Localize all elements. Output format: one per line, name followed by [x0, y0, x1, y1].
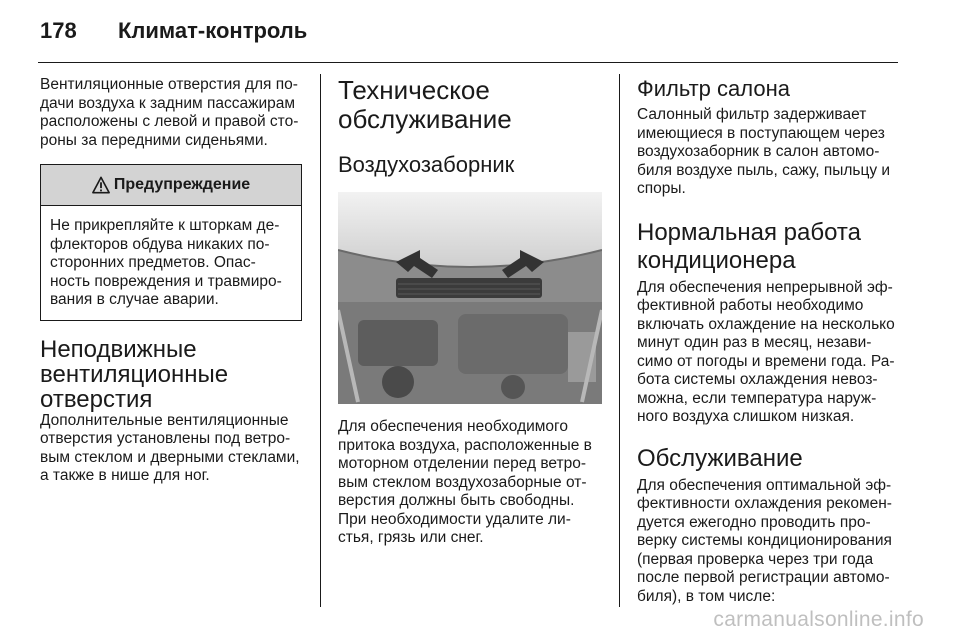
maintenance-title — [338, 76, 602, 134]
warning-box — [40, 164, 302, 321]
text-line: верстия должны быть свободны. — [338, 492, 575, 509]
text-line: симо от погоды и времени года. Ра- — [637, 352, 895, 370]
text-line: биля воздухе пыль, сажу, пыльцу и — [637, 161, 891, 179]
text-line: роны за передними сиденьями. — [40, 131, 268, 149]
cabin-filter-heading: Фильтр салона — [637, 76, 790, 101]
air-intake-photo — [338, 192, 602, 404]
text-line: ность повреждения и травмиро- — [50, 272, 282, 290]
text-line: имеющиеся в поступающем через — [637, 124, 885, 142]
text-line: Для обеспечения оптимальной эф- — [637, 476, 892, 494]
text-line: фективности охлаждения рекомен- — [637, 495, 892, 512]
page-number: 178 — [40, 18, 77, 43]
text-line: расположены с левой и правой сто- — [40, 113, 299, 130]
text-line: Для обеспечения непрерывной эф- — [637, 278, 893, 296]
cabin-filter-paragraph — [637, 106, 901, 199]
text-line: вым стеклом и дверными стеклами, — [40, 448, 300, 466]
watermark: carmanualsonline.info — [713, 608, 924, 631]
service-heading: Обслуживание — [637, 444, 803, 472]
warning-text — [41, 206, 301, 320]
text-line: кондиционера — [637, 246, 796, 274]
text-line: отверстия — [40, 385, 153, 413]
text-line: вания в случае аварии. — [50, 291, 219, 308]
text-line: дачи воздуха к задним пассажирам — [40, 94, 296, 112]
text-line: (первая проверка через три года — [637, 550, 874, 568]
fixed-vents-heading — [40, 337, 302, 412]
text-line: верку системы кондиционирования — [637, 532, 892, 549]
text-line: сторонних предметов. Опас- — [50, 254, 256, 271]
column-divider-1 — [320, 74, 321, 607]
service-paragraph — [637, 477, 901, 607]
text-line: воздухозаборник в салон автомо- — [637, 143, 880, 160]
chapter-title: Климат-контроль — [118, 18, 308, 43]
fixed-vents-paragraph — [40, 412, 302, 486]
text-line: включать охлаждение на несколько — [637, 315, 895, 333]
air-intake-paragraph — [338, 418, 602, 548]
text-line: вентиляционные — [40, 360, 229, 388]
text-line: Неподвижные — [40, 335, 197, 363]
text-line: минут один раз в месяц, незави- — [637, 334, 872, 351]
text-line: обслуживание — [338, 104, 512, 134]
text-line: а также в нише для ног. — [40, 467, 210, 484]
left-column — [40, 76, 302, 486]
text-line: бота системы охлаждения невоз- — [637, 371, 878, 388]
text-line: споры. — [637, 180, 686, 197]
text-line: стья, грязь или снег. — [338, 529, 484, 546]
text-line: Для обеспечения необходимого — [338, 418, 568, 435]
text-line: флекторов обдува никаких по- — [50, 235, 270, 253]
text-line: Дополнительные вентиляционные — [40, 411, 289, 429]
right-column — [637, 76, 901, 606]
text-line: вым стеклом воздухозаборные от- — [338, 473, 587, 491]
text-line: Техническое — [338, 75, 490, 105]
text-line: Не прикрепляйте к шторкам де- — [50, 217, 280, 234]
text-line: Вентиляционные отверстия для по- — [40, 76, 298, 93]
warning-header — [41, 165, 301, 206]
text-line: ного воздуха слишком низкая. — [637, 408, 855, 425]
warning-title: Предупреждение — [113, 176, 251, 193]
ac-normal-heading — [637, 219, 901, 275]
text-line: можна, если температура наруж- — [637, 389, 877, 407]
text-line: фективной работы необходимо — [637, 297, 864, 314]
intro-paragraph — [40, 76, 302, 150]
text-line: Нормальная работа — [637, 218, 861, 246]
text-line: отверстия установлены под ветро- — [40, 430, 291, 447]
text-line: биля), в том числе: — [637, 587, 776, 605]
page-header — [40, 14, 307, 48]
text-line: дуется ежегодно проводить про- — [637, 513, 871, 531]
text-line: после первой регистрации автомо- — [637, 569, 890, 586]
text-line: Салонный фильтр задерживает — [637, 106, 867, 123]
air-intake-heading: Воздухозаборник — [338, 152, 515, 177]
text-line: притока воздуха, расположенные в — [338, 436, 592, 454]
column-divider-2 — [619, 74, 620, 607]
ac-normal-paragraph — [637, 279, 901, 427]
header-rule — [38, 62, 898, 63]
text-line: моторном отделении перед ветро- — [338, 455, 587, 472]
middle-column — [338, 76, 602, 548]
text-line: При необходимости удалите ли- — [338, 510, 571, 528]
warning-triangle-icon — [92, 176, 110, 194]
